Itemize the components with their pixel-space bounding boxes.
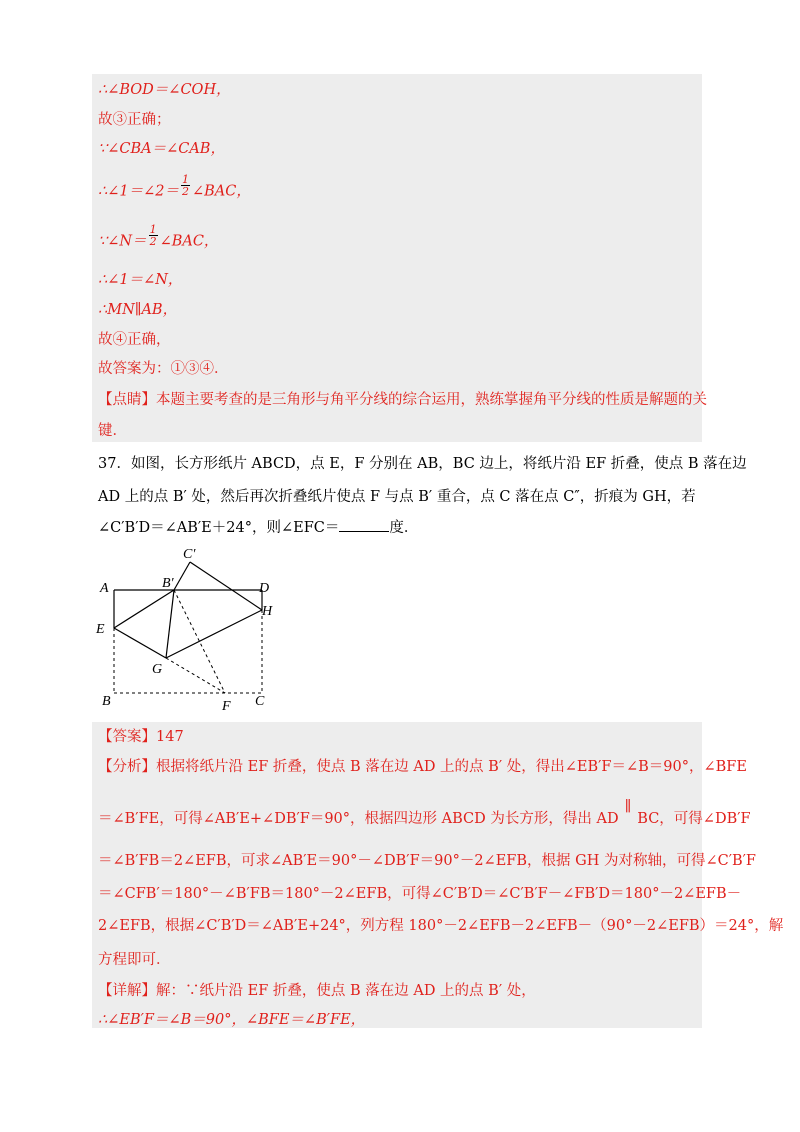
detail-tag: 【详解】 xyxy=(98,983,156,999)
fraction-numerator: 1 xyxy=(181,173,189,186)
comment-text: 本题主要考查的是三角形与角平分线的综合运用，熟练掌握角平分线的性质是解题的关 xyxy=(156,392,707,408)
analysis-text: BC，可得∠DB′F xyxy=(637,811,751,827)
segment-eg xyxy=(114,628,166,658)
comment-line xyxy=(98,390,707,410)
answer-line xyxy=(98,727,184,747)
question-unit: 度． xyxy=(389,520,419,536)
fraction-prefix: ∵∠N＝ xyxy=(98,233,147,250)
label-h: H xyxy=(262,604,273,619)
segment-gh xyxy=(166,610,262,658)
label-f: F xyxy=(222,699,231,714)
solution-line-fraction xyxy=(98,223,219,253)
label-c: C xyxy=(255,694,265,709)
label-c1: C′ xyxy=(183,547,196,562)
fraction-half xyxy=(149,224,158,247)
detail-line: ∴∠EB′F＝∠B＝90°，∠BFE＝∠B′FE， xyxy=(98,1012,366,1028)
analysis-line xyxy=(98,799,751,829)
label-d: D xyxy=(259,581,270,596)
analysis-text: 根据将纸片沿 EF 折叠，使点 B 落在边 AD 上的点 B′ 处，得出∠EB′F＝∠B＝90°，∠BFE xyxy=(156,759,747,775)
fraction-prefix: ∴∠1＝∠2＝ xyxy=(98,183,179,200)
segment-eb1 xyxy=(114,590,174,628)
detail-text: 解：∵纸片沿 EF 折叠，使点 B 落在边 AD 上的点 B′ 处， xyxy=(156,983,536,999)
parallel-symbol: ∥ xyxy=(624,799,632,815)
folding-figure xyxy=(90,542,290,714)
solution-line: ∵∠CBA＝∠CAB， xyxy=(98,141,225,157)
comment-line: 键． xyxy=(98,423,127,439)
fraction-suffix: ∠BAC， xyxy=(191,183,251,200)
fraction-suffix: ∠BAC， xyxy=(159,233,219,250)
segment-b1c1 xyxy=(174,562,190,590)
analysis-line: ＝∠B′FB＝2∠EFB，可求∠AB′E＝90°－∠DB′F＝90°－2∠EFB，根据 GH 为对称轴，可得∠C′B′F xyxy=(98,853,756,869)
segment-b1g xyxy=(166,590,174,658)
solution-line: ∴∠1＝∠N， xyxy=(98,272,183,288)
analysis-line xyxy=(98,757,747,777)
dashed-gf xyxy=(166,658,225,693)
detail-line xyxy=(98,981,536,1001)
fraction-half xyxy=(181,174,190,197)
analysis-text: ＝∠B′FE，可得∠AB′E+∠DB′F＝90°，根据四边形 ABCD 为长方形，得出 AD xyxy=(98,811,619,827)
label-b1: B′ xyxy=(162,576,174,591)
analysis-line: 方程即可． xyxy=(98,952,171,968)
solution-line-fraction xyxy=(98,173,251,203)
analysis-line: ＝∠CFB′＝180°－∠B′FB＝180°－2∠EFB，可得∠C′B′D＝∠C′B′F－∠FB′D＝180°－2∠EFB－ xyxy=(98,886,742,902)
label-e: E xyxy=(96,622,105,637)
solution-line: 故③正确； xyxy=(98,112,171,128)
solution-line: 故④正确， xyxy=(98,332,171,348)
segment-c1h xyxy=(190,562,262,610)
question-line xyxy=(98,517,418,538)
comment-tag: 【点睛】 xyxy=(98,392,156,408)
analysis-line: 2∠EFB，根据∠C′B′D＝∠AB′E+24°，列方程 180°－2∠EFB－2∠EFB－（90°－2∠EFB）＝24°，解 xyxy=(98,918,784,934)
analysis-tag: 【分析】 xyxy=(98,759,156,775)
label-a: A xyxy=(100,581,109,596)
solution-line: ∴∠BOD＝∠COH， xyxy=(98,82,231,98)
question-condition: ∠C′B′D＝∠AB′E＋24°，则∠EFC＝ xyxy=(98,520,340,536)
previous-solution-block xyxy=(92,74,702,442)
answer-value: 147 xyxy=(156,729,184,745)
solution-line: ∴MN∥AB， xyxy=(98,302,178,318)
question-line: 37．如图，长方形纸片 ABCD，点 E，F 分别在 AB，BC 边上，将纸片沿 EF 折叠，使点 B 落在边 xyxy=(98,456,747,472)
fraction-denominator: 2 xyxy=(149,235,157,248)
label-g: G xyxy=(152,662,163,677)
fraction-numerator: 1 xyxy=(149,223,157,236)
question-line: AD 上的点 B′ 处，然后再次折叠纸片使点 F 与点 B′ 重合，点 C 落在点 C″，折痕为 GH，若 xyxy=(98,489,696,505)
fraction-denominator: 2 xyxy=(181,185,189,198)
answer-tag: 【答案】 xyxy=(98,729,156,745)
label-b: B xyxy=(102,694,111,709)
solution-line: 故答案为：①③④． xyxy=(98,361,229,377)
answer-blank xyxy=(339,517,389,532)
